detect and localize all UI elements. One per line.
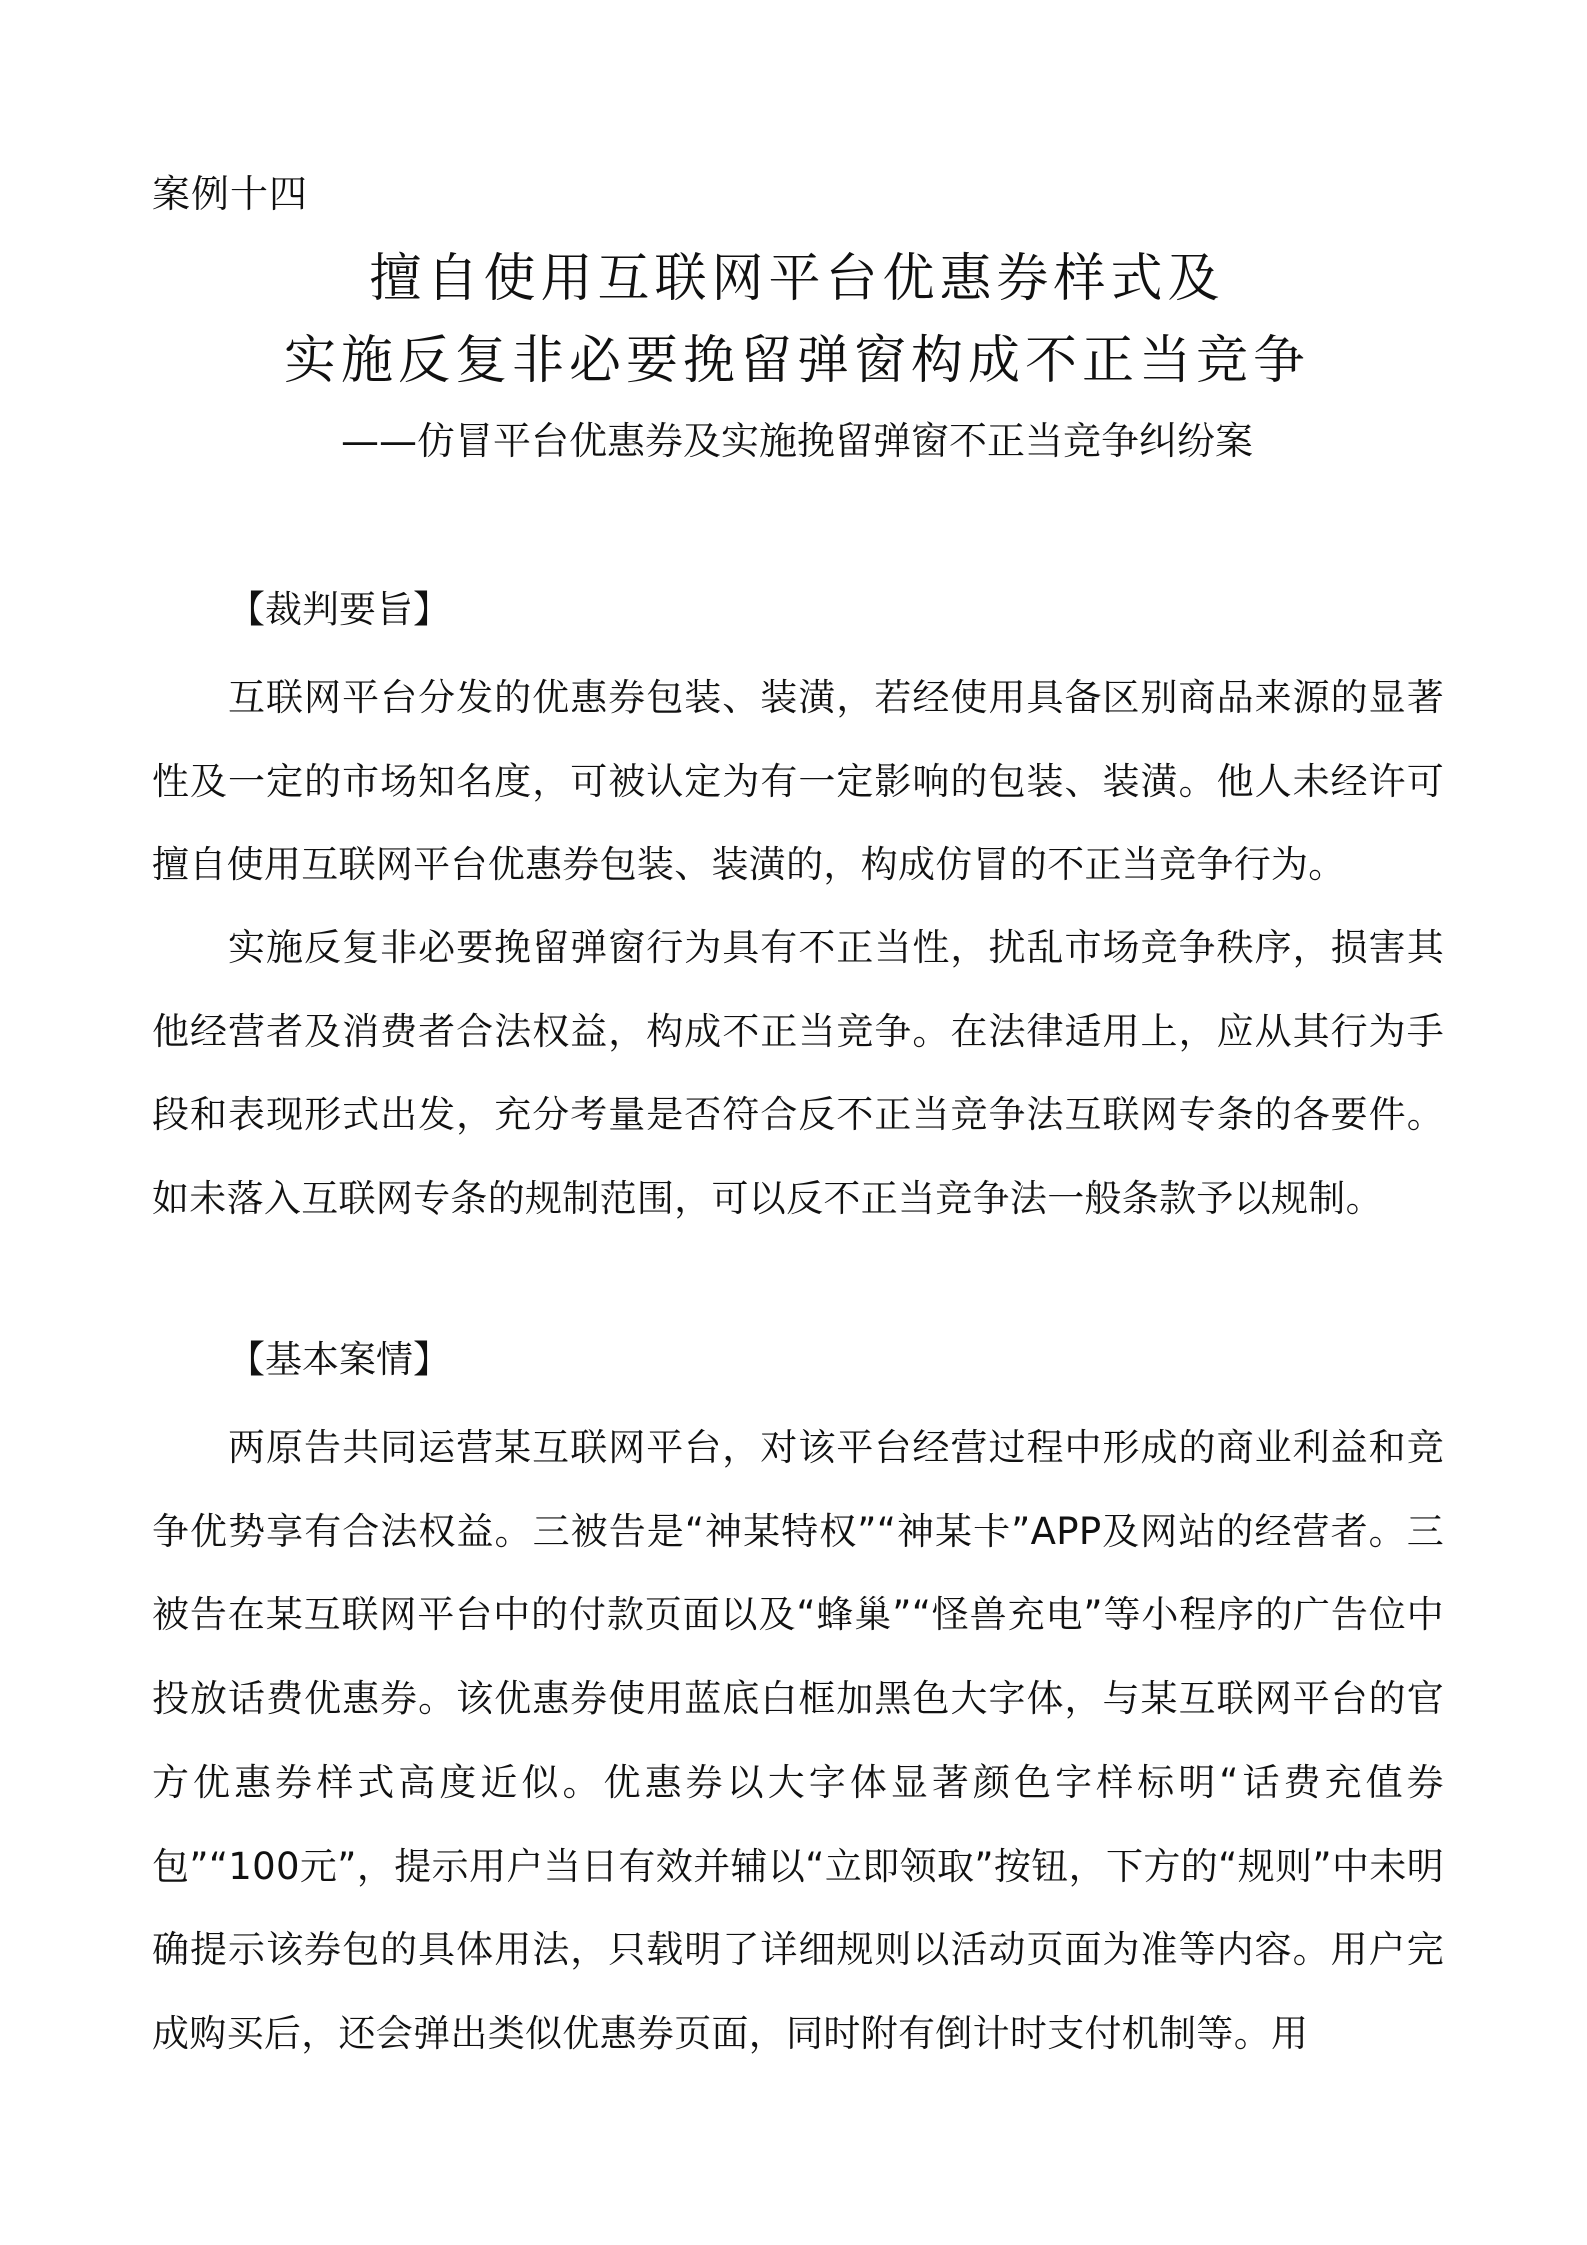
document-title-line-1: 擅自使用互联网平台优惠券样式及 (369, 249, 1225, 309)
ruling-summary-paragraph-1: 互联网平台分发的优惠券包装、装潢，若经使用具备区别商品来源的显著性及一定的市场知名度，可被认定为有一定影响的包装、装潢。他人未经许可擅自使用互联网平台优惠券包装、装潢的，构成仿冒的不正当竞争行为。 (152, 676, 1444, 887)
section-heading-ruling-summary: 【裁判要旨】 (228, 588, 450, 631)
document-title-line-2: 实施反复非必要挽留弹窗构成不正当竞争 (283, 331, 1310, 391)
case-number-label: 案例十四 (152, 172, 309, 216)
section-heading-case-facts: 【基本案情】 (228, 1338, 450, 1381)
document-subtitle: ——仿冒平台优惠券及实施挽留弹窗不正当竞争纠纷案 (340, 419, 1253, 463)
ruling-summary-paragraph-2: 实施反复非必要挽留弹窗行为具有不正当性，扰乱市场竞争秩序，损害其他经营者及消费者合法权益，构成不正当竞争。在法律适用上，应从其行为手段和表现形式出发，充分考量是否符合反不正当竞争法互联网专条的各要件。如未落入互联网专条的规制范围，可以反不正当竞争法一般条款予以规制。 (152, 926, 1444, 1221)
case-facts-paragraph-1: 两原告共同运营某互联网平台，对该平台经营过程中形成的商业利益和竞争优势享有合法权益。三被告是“神某特权”“神某卡”APP及网站的经营者。三被告在某互联网平台中的付款页面以及“蜂巢”“怪兽充电”等小程序的广告位中投放话费优惠券。该优惠券使用蓝底白框加黑色大字体，与某互联网平台的官方优惠券样式高度近似。优惠券以大字体显著颜色字样标明“话费充值券包”“100元”，提示用户当日有效并辅以“立即领取”按钮，下方的“规则”中未明确提示该券包的具体用法，只载明了详细规则以活动页面为准等内容。用户完成购买后，还会弹出类似优惠券页面，同时附有倒计时支付机制等。用 (152, 1426, 1444, 2055)
